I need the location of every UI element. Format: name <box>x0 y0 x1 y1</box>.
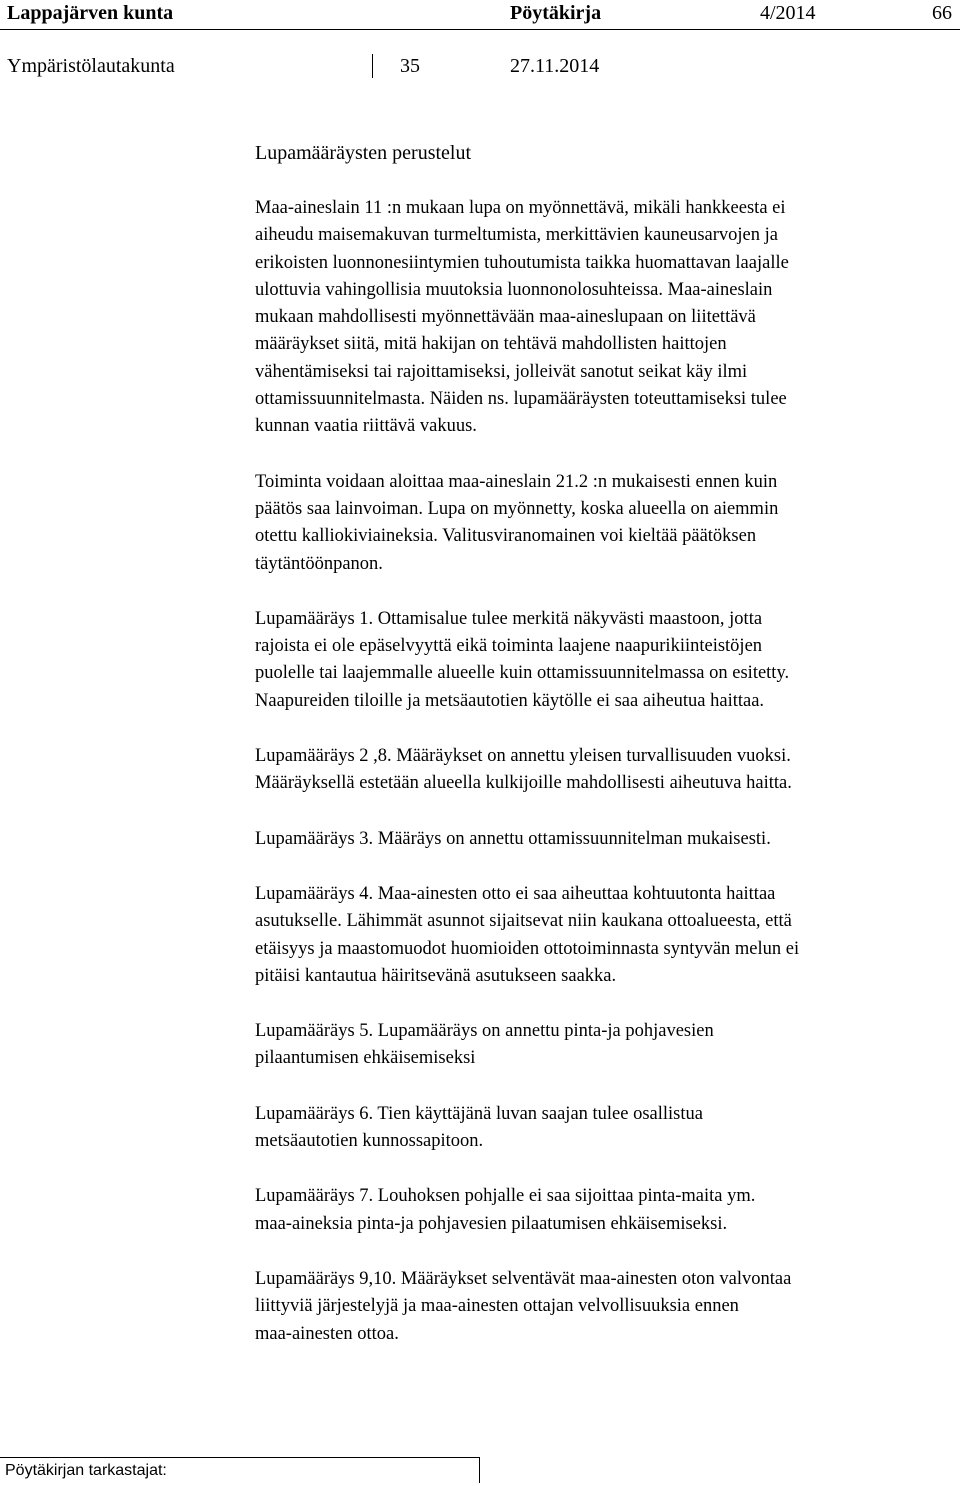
text-line: päätös saa lainvoiman. Lupa on myönnetty, koska alueella on aiemmin <box>255 498 779 519</box>
text-line: ulottuvia vahingollisia muutoksia luonnonolosuhteissa. Maa-aineslain <box>255 279 773 300</box>
text-line: Lupamääräys 3. Määräys on annettu ottamissuunnitelman mukaisesti. <box>255 828 771 849</box>
header-separator <box>0 29 960 30</box>
text-line: Lupamääräys 4. Maa-ainesten otto ei saa aiheuttaa kohtuutonta haittaa <box>255 883 776 904</box>
paragraph <box>255 195 955 441</box>
text-line: pitäisi kantautua häiritsevänä asutukseen saakka. <box>255 965 617 986</box>
paragraph <box>255 826 955 853</box>
paragraph <box>255 1018 955 1073</box>
text-line: metsäautotien kunnossapitoon. <box>255 1131 484 1152</box>
text-line: Toiminta voidaan aloittaa maa-aineslain 21.2 :n mukaisesti ennen kuin <box>255 471 778 492</box>
meeting-date: 27.11.2014 <box>510 55 600 77</box>
text-line: asutukselle. Lähimmät asunnot sijaitsevat niin kaukana ottoalueesta, että <box>255 911 792 932</box>
paragraph-gap <box>255 853 955 881</box>
text-line: otettu kalliokiviaineksia. Valitusviranomainen voi kieltää päätöksen <box>255 526 757 547</box>
paragraph-gap <box>255 1073 955 1101</box>
paragraph-gap <box>255 1238 955 1266</box>
paragraph-gap <box>255 715 955 743</box>
paragraph <box>255 606 955 715</box>
text-line: aiheudu maisemakuvan turmeltumista, merkittävien kauneusarvojen ja <box>255 225 778 246</box>
text-line: erikoisten luonnonesiintymien tuhoutumista taikka huomattavan laajalle <box>255 252 789 273</box>
text-line: ottamissuunnitelmasta. Näiden ns. lupamääräysten toteuttamiseksi tulee <box>255 389 787 410</box>
text-line: liittyviä järjestelyjä ja maa-ainesten ottajan velvollisuuksia ennen <box>255 1296 739 1317</box>
text-line: rajoista ei ole epäselvyyttä eikä toiminta laajene naapurikiinteistöjen <box>255 636 763 657</box>
text-line: Määräyksellä estetään alueella kulkijoille mahdollisesti aiheutuva haitta. <box>255 773 792 794</box>
paragraph-gap <box>255 441 955 469</box>
header-row-bottom <box>0 54 960 78</box>
text-line: määräykset siitä, mitä hakijan on tehtävä mahdollisten haittojen <box>255 334 727 355</box>
text-line: Lupamääräys 6. Tien käyttäjänä luvan saajan tulee osallistua <box>255 1103 703 1124</box>
paragraph <box>255 743 955 798</box>
text-line: mukaan mahdollisesti myönnettävään maa-aineslupaan on liitettävä <box>255 307 756 328</box>
paragraph-gap <box>255 798 955 826</box>
text-line: maa-aineksia pinta-ja pohjavesien pilaatumisen ehkäisemiseksi. <box>255 1213 728 1234</box>
footer-line <box>0 1457 480 1458</box>
document-body <box>255 195 955 1348</box>
section-number: 35 <box>400 55 420 77</box>
document-type: Pöytäkirja <box>510 2 602 24</box>
paragraph <box>255 1101 955 1156</box>
paragraph <box>255 469 955 578</box>
footer-divider <box>479 1457 480 1483</box>
paragraph <box>255 1183 955 1238</box>
footer <box>0 1457 960 1486</box>
paragraph-gap <box>255 578 955 606</box>
text-line: vähentämiseksi tai rajoittamiseksi, jolleivät sanotut seikat käy ilmi <box>255 361 748 382</box>
header-row-top <box>0 1 960 25</box>
page-number: 66 <box>932 2 952 24</box>
text-line: Naapureiden tiloille ja metsäautotien käytölle ei saa aiheutua haittaa. <box>255 690 765 711</box>
text-line: etäisyys ja maastomuodot huomioiden ottotoiminnasta syntyvän melun ei <box>255 938 800 959</box>
text-line: Maa-aineslain 11 :n mukaan lupa on myönnettävä, mikäli hankkeesta ei <box>255 198 786 218</box>
text-line: maa-ainesten ottoa. <box>255 1323 399 1344</box>
text-line: kunnan vaatia riittävä vakuus. <box>255 416 477 437</box>
paragraph <box>255 1266 955 1348</box>
paragraph-gap <box>255 1155 955 1183</box>
text-line: Lupamääräys 9,10. Määräykset selventävät maa-ainesten oton valvontaa <box>255 1268 792 1289</box>
page-heading: Lupamääräysten perustelut <box>255 142 472 164</box>
paragraph-gap <box>255 990 955 1018</box>
text-line: Lupamääräys 1. Ottamisalue tulee merkitä näkyvästi maastoon, jotta <box>255 608 763 629</box>
document-number: 4/2014 <box>760 2 816 24</box>
text-line: puolelle tai laajemmalle alueelle kuin ottamissuunnitelmassa on esitetty. <box>255 663 790 684</box>
text-line: Lupamääräys 2 ,8. Määräykset on annettu yleisen turvallisuuden vuoksi. <box>255 746 791 767</box>
section-marker <box>372 54 373 78</box>
text-line: Lupamääräys 7. Louhoksen pohjalle ei saa sijoittaa pinta-maita ym. <box>255 1186 756 1207</box>
text-line: pilaantumisen ehkäisemiseksi <box>255 1048 476 1069</box>
paragraph <box>255 881 955 990</box>
municipality-name: Lappajärven kunta <box>7 2 174 24</box>
committee-name: Ympäristölautakunta <box>7 55 175 77</box>
text-line: täytäntöönpanon. <box>255 553 383 574</box>
text-line: Lupamääräys 5. Lupamääräys on annettu pinta-ja pohjavesien <box>255 1021 714 1042</box>
reviewers-label: Pöytäkirjan tarkastajat: <box>5 1462 167 1479</box>
